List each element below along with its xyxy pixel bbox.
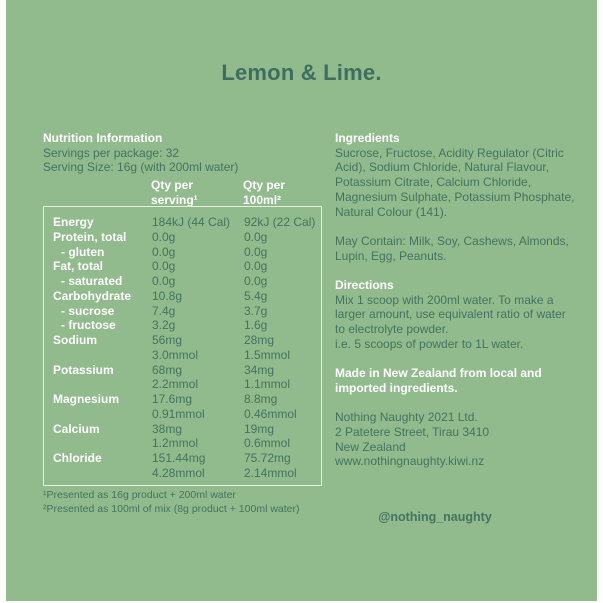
nutrient-label: - sucrose: [61, 303, 115, 318]
value-per-100ml: 2.14mmol: [244, 465, 297, 480]
nutrition-row: [44, 466, 321, 481]
nutrition-row: [44, 274, 321, 289]
value-per-100ml: 28mg: [244, 333, 275, 347]
nutrition-table: [43, 206, 322, 486]
footnote-1: ¹Presented as 16g product + 200ml water: [43, 489, 236, 501]
nutrient-label: - fructose: [61, 318, 116, 333]
nutrient-label: Magnesium: [53, 392, 120, 406]
directions-text: Mix 1 scoop with 200ml water. To make a larger amount, use equivalent ratio of water to electrolyte powder.: [335, 292, 566, 337]
value-per-100ml: 3.7g: [244, 303, 268, 318]
nutrient-label: Protein, total: [53, 229, 127, 244]
company-website: www.nothingnaughty.kiwi.nz: [335, 454, 485, 469]
value-per-serving: 68mg: [152, 362, 183, 377]
origin-statement: Made in New Zealand from local and imported ingredients.: [335, 366, 542, 395]
nutrient-label: - gluten: [61, 244, 105, 259]
col-header-per-serving: [151, 178, 198, 207]
value-per-100ml: 92kJ (22 Cal): [244, 215, 316, 229]
social-handle: @nothing_naughty: [378, 510, 492, 524]
nutrition-row: [44, 392, 321, 407]
value-per-100ml: 8.8mg: [244, 392, 278, 406]
value-per-serving: 4.28mmol: [152, 465, 205, 480]
col-header-line: serving¹: [151, 192, 198, 207]
value-per-serving: 2.2mmol: [152, 377, 199, 392]
value-per-100ml: 75.72mg: [244, 451, 291, 465]
nutrient-label: Sodium: [53, 333, 97, 347]
right-column: [335, 131, 575, 484]
nutrient-label: Potassium: [53, 362, 114, 377]
company-name: Nothing Naughty 2021 Ltd.: [335, 410, 478, 425]
nutrient-label: Fat, total: [53, 259, 103, 274]
nutrient-label: - saturated: [61, 274, 123, 288]
servings-per-package: Servings per package: 32: [43, 145, 180, 160]
value-per-100ml: 0.6mmol: [244, 436, 291, 451]
col-header-line: Qty per: [243, 178, 286, 192]
value-per-serving: 10.8g: [152, 288, 183, 303]
value-per-100ml: 0.0g: [244, 259, 268, 274]
value-per-100ml: 0.46mmol: [244, 406, 297, 421]
value-per-100ml: 1.5mmol: [244, 347, 291, 362]
value-per-serving: 56mg: [152, 333, 183, 347]
nutrition-heading: Nutrition Information: [43, 131, 163, 145]
value-per-serving: 0.0g: [152, 259, 176, 274]
nutrient-label: Carbohydrate: [53, 288, 132, 303]
value-per-100ml: 0.0g: [244, 229, 268, 244]
value-per-serving: 151.44mg: [152, 451, 206, 465]
col-header-per-100ml: [243, 178, 285, 207]
serving-size: Serving Size: 16g (with 200ml water): [43, 160, 239, 175]
ingredients-heading: Ingredients: [335, 131, 400, 145]
value-per-100ml: 1.1mmol: [244, 377, 291, 392]
footnotes: [43, 488, 300, 516]
nutrition-header: [43, 131, 328, 175]
value-per-serving: 184kJ (44 Cal): [152, 215, 231, 229]
value-per-serving: 0.0g: [152, 229, 176, 244]
value-per-serving: 7.4g: [152, 303, 176, 318]
value-per-100ml: 1.6g: [244, 318, 268, 333]
nutrition-row: [44, 333, 321, 348]
nutrition-row: [44, 245, 321, 260]
nutrient-label: Calcium: [53, 421, 100, 436]
directions-heading: Directions: [335, 278, 394, 292]
nutrition-row: [44, 363, 321, 378]
nutrition-row: [44, 407, 321, 422]
value-per-serving: 38mg: [152, 421, 183, 436]
value-per-serving: 3.0mmol: [152, 347, 199, 362]
nutrient-label: Chloride: [53, 451, 102, 465]
nutrient-label: Energy: [53, 215, 94, 229]
nutrition-row: [44, 348, 321, 363]
company-country: New Zealand: [335, 439, 406, 454]
nutrition-row: [44, 422, 321, 437]
directions-example: i.e. 5 scoops of powder to 1L water.: [335, 336, 524, 351]
value-per-100ml: 34mg: [244, 362, 275, 377]
value-per-serving: 1.2mmol: [152, 436, 199, 451]
value-per-serving: 0.91mmol: [152, 406, 205, 421]
nutrition-row: [44, 259, 321, 274]
col-header-line: 100ml²: [243, 192, 282, 207]
allergen-text: May Contain: Milk, Soy, Cashews, Almonds, Lupin, Egg, Peanuts.: [335, 233, 569, 263]
nutrition-row: [44, 451, 321, 466]
value-per-100ml: 5.4g: [244, 288, 268, 303]
nutrition-row: [44, 377, 321, 392]
value-per-100ml: 19mg: [244, 421, 275, 436]
value-per-serving: 17.6mg: [152, 392, 193, 406]
value-per-serving: 0.0g: [152, 274, 176, 288]
footnote-2: ²Presented as 100ml of mix (8g product + 100ml water): [43, 503, 300, 515]
ingredients-text: Sucrose, Fructose, Acidity Regulator (Citric Acid), Sodium Chloride, Natural Flavour, Potassium Citrate, Calcium Chloride, Magnesium Sulphate, Potassium Phosphate, Natural Colour (141).: [335, 145, 575, 219]
nutrition-row: [44, 436, 321, 451]
value-per-100ml: 0.0g: [244, 274, 268, 288]
nutrition-row: [44, 304, 321, 319]
col-header-line: Qty per: [151, 178, 194, 192]
nutrition-row: [44, 215, 321, 230]
value-per-serving: 0.0g: [152, 244, 176, 259]
company-street: 2 Patetere Street, Tirau 3410: [335, 425, 490, 439]
nutrition-row: [44, 289, 321, 304]
nutrition-row: [44, 318, 321, 333]
value-per-serving: 3.2g: [152, 318, 176, 333]
nutrition-row: [44, 230, 321, 245]
product-title: Lemon & Lime.: [221, 60, 382, 85]
value-per-100ml: 0.0g: [244, 244, 268, 259]
